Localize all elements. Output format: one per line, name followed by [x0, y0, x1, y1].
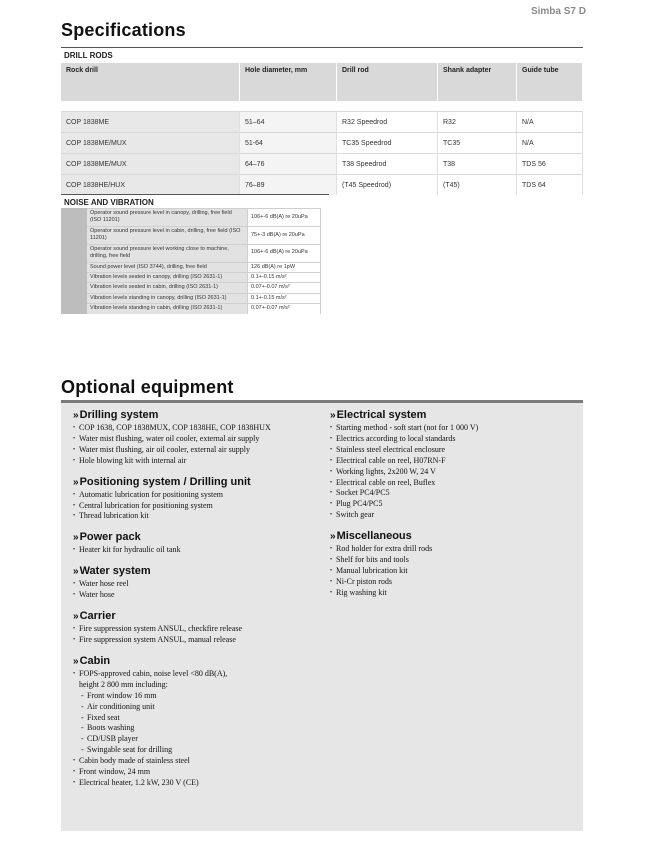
noise-value-cell: 75+-3 dB(A) re 20uPa	[248, 226, 321, 244]
header-shank-adapter: Shank adapter	[438, 63, 517, 101]
noise-label-cell: Vibration levels seated in cabin, drilling (ISO 2631-1)	[87, 283, 248, 293]
row-gutter	[61, 293, 87, 303]
noise-table	[61, 208, 329, 314]
noise-label-cell: Operator sound pressure level in cabin, drilling, free field (ISO 11201)	[87, 226, 248, 244]
list-item: • Heater kit for hydraulic oil tank	[73, 545, 328, 556]
equipment-group	[73, 610, 328, 646]
list-item: • Electrical cable on reel, Buflex	[330, 478, 575, 489]
sub-list-item: - Swingable seat for drilling	[73, 745, 328, 756]
sub-list-item: - Air conditioning unit	[73, 702, 328, 713]
noise-value-cell: 0.07+-0.07 m/s²	[248, 283, 321, 293]
cell: COP 1838ME/MUX	[61, 133, 240, 154]
drill-rods-header-row	[61, 63, 583, 101]
drill-rods-table	[61, 63, 583, 195]
chevron-icon: »	[73, 532, 79, 544]
noise-row	[61, 293, 321, 303]
chevron-icon: »	[73, 476, 79, 488]
header-hole-diameter: Hole diameter, mm	[240, 63, 337, 101]
list-item-continuation: height 2 800 mm including:	[79, 679, 168, 689]
cell: R32 Speedrod	[337, 112, 438, 133]
noise-row	[61, 283, 321, 293]
list-item: • Manual lubrication kit	[330, 566, 575, 577]
drill-rods-rule	[61, 47, 583, 48]
list-item: • Central lubrication for positioning system	[73, 501, 328, 512]
equipment-group	[73, 565, 328, 601]
cell: N/A	[517, 133, 583, 154]
noise-row	[61, 272, 321, 282]
noise-row	[61, 244, 321, 262]
noise-value-cell: 0.1+-0.15 m/s²	[248, 272, 321, 282]
noise-row	[61, 304, 321, 314]
table-row	[61, 133, 583, 154]
group-title: Miscellaneous	[336, 530, 412, 543]
cell: COP 1838ME	[61, 112, 240, 133]
group-heading	[73, 476, 328, 488]
noise-value-cell: 106+-6 dB(A) re 20uPa	[248, 209, 321, 227]
group-heading	[73, 655, 328, 667]
noise-label-cell: Operator sound pressure level working close to machine, drilling, free field	[87, 244, 248, 262]
sub-list-item: - Front window 16 mm	[73, 691, 328, 702]
equipment-group	[73, 531, 328, 556]
list-item: • Fire suppression system ANSUL, manual release	[73, 635, 328, 646]
list-item: • Cabin body made of stainless steel	[73, 756, 328, 767]
header-rock-drill: Rock drill	[61, 63, 240, 101]
optional-equipment-panel	[61, 400, 583, 831]
group-heading	[330, 409, 575, 421]
list-item: • COP 1638, COP 1838MUX, COP 1838HE, COP 1838HUX	[73, 423, 328, 434]
chevron-icon: »	[330, 531, 336, 543]
equipment-group	[73, 655, 328, 789]
list-item: • Stainless steel electrical enclosure	[330, 445, 575, 456]
noise-row	[61, 209, 321, 227]
noise-row	[61, 262, 321, 272]
list-item: • Plug PC4/PC5	[330, 499, 575, 510]
list-item: • Electrical heater, 1.2 kW, 230 V (CE)	[73, 778, 328, 789]
group-title: Electrical system	[336, 409, 427, 421]
list-item: • Electrical cable on reel, H07RN-F	[330, 456, 575, 467]
specifications-title: Specifications	[61, 20, 186, 40]
group-title: Water system	[79, 565, 151, 578]
brand-label: Simba S7 D	[530, 6, 586, 17]
group-heading	[330, 530, 575, 542]
row-gutter	[61, 209, 87, 227]
noise-value-cell: 106+-6 dB(A) re 20uPa	[248, 244, 321, 262]
noise-value-cell: 126 dB(A) re 1pW	[248, 262, 321, 272]
drill-rods-label: DRILL RODS	[64, 51, 113, 60]
equipment-group	[330, 409, 575, 521]
list-item: • Fire suppression system ANSUL, checkfire release	[73, 624, 328, 635]
noise-label-cell: Vibration levels standing in canopy, drilling (ISO 2631-1)	[87, 293, 248, 303]
list-item: • Starting method - soft start (not for 1 000 V)	[330, 423, 575, 434]
optional-equipment-title: Optional equipment	[61, 377, 234, 397]
list-item: • FOPS-approved cabin, noise level <80 dB(A),	[73, 669, 328, 680]
right-column	[330, 409, 575, 608]
noise-label-cell: Operator sound pressure level in canopy, drilling, free field (ISO 11201)	[87, 209, 248, 227]
cell: TC35	[438, 133, 517, 154]
sub-list-item: - Boots washing	[73, 723, 328, 734]
noise-label-cell: Vibration levels seated in canopy, drilling (ISO 2631-1)	[87, 272, 248, 282]
header-guide-tube: Guide tube	[517, 63, 583, 101]
row-gutter	[61, 262, 87, 272]
row-gutter	[61, 283, 87, 293]
group-title: Positioning system / Drilling unit	[79, 475, 251, 488]
cell: TC35 Speedrod	[337, 133, 438, 154]
cell: 51–64	[240, 112, 337, 133]
noise-value-cell: 0.1+-0.15 m/s²	[248, 293, 321, 303]
list-item: • Shelf for bits and tools	[330, 555, 575, 566]
chevron-icon: »	[73, 410, 79, 421]
row-gutter	[61, 272, 87, 282]
noise-label: NOISE AND VIBRATION	[64, 198, 154, 207]
cell: T38 Speedrod	[337, 154, 438, 175]
cell: (T45)	[438, 175, 517, 196]
row-gutter	[61, 244, 87, 262]
cell: 76–89	[240, 175, 337, 196]
noise-value-cell: 0.07+-0.07 m/s²	[248, 304, 321, 314]
cell: 64–76	[240, 154, 337, 175]
list-item: • Water mist flushing, water oil cooler, external air supply	[73, 434, 328, 445]
group-title: Cabin	[79, 654, 111, 667]
chevron-icon: »	[73, 611, 79, 623]
group-title: Drilling system	[79, 409, 159, 421]
noise-rule	[61, 194, 329, 195]
sub-list-item: - Fixed seat	[73, 713, 328, 724]
cell: COP 1838HE/HUX	[61, 175, 240, 196]
header-drill-rod: Drill rod	[337, 63, 438, 101]
list-item: • Ni-Cr piston rods	[330, 577, 575, 588]
list-item: • Electrics according to local standards	[330, 434, 575, 445]
list-item: • Front window, 24 mm	[73, 767, 328, 778]
row-gutter	[61, 304, 87, 314]
noise-label-cell: Vibration levels standing in cabin, drilling (ISO 2631-1)	[87, 304, 248, 314]
equipment-group	[73, 409, 328, 467]
list-item: • Water hose	[73, 590, 328, 601]
group-title: Power pack	[79, 531, 141, 544]
list-item: • Automatic lubrication for positioning system	[73, 490, 328, 501]
cell: N/A	[517, 112, 583, 133]
cell: TDS 56	[517, 154, 583, 175]
list-item: • Rig washing kit	[330, 588, 575, 599]
row-gutter	[61, 226, 87, 244]
cell: TDS 64	[517, 175, 583, 196]
cell: COP 1838ME/MUX	[61, 154, 240, 175]
list-item: • Switch gear	[330, 510, 575, 521]
group-heading	[73, 409, 328, 421]
list-item: • Thread lubrication kit	[73, 511, 328, 522]
list-item: • Rod holder for extra drill rods	[330, 544, 575, 555]
group-title: Carrier	[79, 610, 116, 623]
chevron-icon: »	[330, 410, 336, 421]
noise-row	[61, 226, 321, 244]
list-item: • Water hose reel	[73, 579, 328, 590]
cell: R32	[438, 112, 517, 133]
list-item: • Water mist flushing, air oil cooler, external air supply	[73, 445, 328, 456]
equipment-group	[330, 530, 575, 599]
equipment-group	[73, 476, 328, 523]
chevron-icon: »	[73, 566, 79, 578]
group-heading	[73, 610, 328, 622]
cell: (T45 Speedrod)	[337, 175, 438, 196]
group-heading	[73, 531, 328, 543]
list-item: • Hole blowing kit with internal air	[73, 456, 328, 467]
list-item: • Socket PC4/PC5	[330, 488, 575, 499]
table-row	[61, 175, 583, 196]
cell: 51-64	[240, 133, 337, 154]
table-row	[61, 154, 583, 175]
table-row	[61, 112, 583, 133]
noise-label-cell: Sound power level (ISO 3744), drilling, free field	[87, 262, 248, 272]
chevron-icon: »	[73, 655, 79, 667]
cell: T38	[438, 154, 517, 175]
left-column	[73, 409, 328, 798]
sub-list-item: - CD/USB player	[73, 734, 328, 745]
group-heading	[73, 565, 328, 577]
list-item: • Working lights, 2x200 W, 24 V	[330, 467, 575, 478]
